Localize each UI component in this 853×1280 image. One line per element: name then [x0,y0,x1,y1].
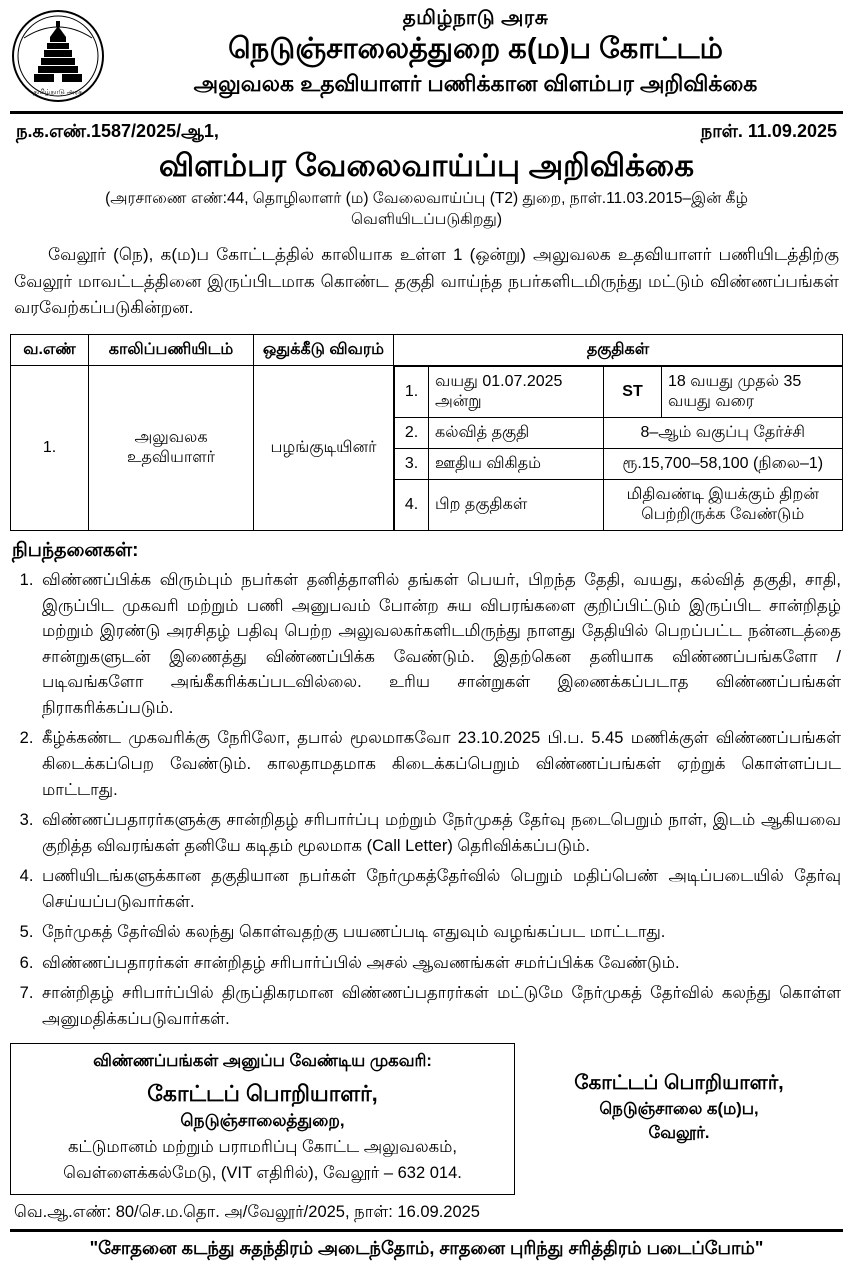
condition-item: 7. சான்றிதழ் சரிபார்ப்பில் திருப்திகரமான விண்ணப்பதாரர்கள் மட்டுமே நேர்முகத் தேர்வில் கலந்து கொள்ள அனுமதிக்கப்படுவார்கள். [38,981,841,1032]
qualifications-table [394,366,843,531]
page-title: விளம்பர வேலைவாய்ப்பு அறிவிக்கை [158,148,695,183]
address-department: நெடுஞ்சாலைத்துறை, [180,1111,345,1131]
footer-reference: வெ.ஆ.எண்: 80/செ.ம.தொ. அ/வேலூர்/2025, நாள்: 16.09.2025 [14,1202,480,1221]
department-line: நெடுஞ்சாலைத்துறை க(ம)ப கோட்டம் [228,33,723,65]
table-header-row [11,334,843,365]
qual-no-4: 4. [395,479,429,530]
qual-label-other: பிற தகுதிகள் [429,479,604,530]
address-signature-row [10,1043,843,1195]
file-number: ந.க.எண்.1587/2025/ஆ1, [16,121,219,141]
qualification-row-education [395,417,843,448]
address-heading: விண்ணப்பங்கள் அனுப்ப வேண்டிய முகவரி: [93,1051,432,1070]
signature-block [515,1043,843,1195]
signature-line-1: நெடுஞ்சாலை க(ம)ப, [599,1099,759,1118]
conditions-title: நிபந்தனைகள்: [12,540,139,562]
qualification-row-other [395,479,843,530]
qualification-row-pay [395,448,843,479]
date-label: நாள். [700,121,743,141]
emblem-block [10,6,106,104]
cell-sno: 1. [11,365,89,531]
address-line-2: வெள்ளைக்கல்மேடு, (VIT எதிரில்), வேலூர் – 632 014. [63,1163,462,1182]
qual-label-education: கல்வித் தகுதி [429,417,604,448]
column-header-reservation: ஒதுக்கீடு விவரம் [254,334,394,365]
qual-no-2: 2. [395,417,429,448]
footer-slogan: "சோதனை கடந்து சுதந்திரம் அடைந்தோம், சாதனை புரிந்து சரித்திரம் படைப்போம்" [89,1237,764,1258]
notice-subject-line: அலுவலக உதவியாளர் பணிக்கான விளம்பர அறிவிக்கை [193,70,758,96]
date-value: 11.09.2025 [747,121,837,141]
condition-item: 5. நேர்முகத் தேர்வில் கலந்து கொள்வதற்கு பயணப்படி எதுவும் வழங்கப்பட மாட்டாது. [38,920,841,946]
cell-post: அலுவலக உதவியாளர் [89,365,254,531]
qual-value-education: 8–ஆம் வகுப்பு தேர்ச்சி [604,417,843,448]
cell-reservation: பழங்குடியினர் [254,365,394,531]
condition-item: 3. விண்ணப்பதாரர்களுக்கு சான்றிதழ் சரிபார்ப்பு மற்றும் நேர்முகத் தேர்வு நடைபெறும் நாள், இடம் ஆகியவை குறித்த விவரங்கள் தனியே கடிதம் மூலமாக (Call Letter) தெரிவிக்கப்படும். [38,808,841,859]
cell-qualifications [394,365,843,531]
qual-label-age: வயது 01.07.2025 அன்று [429,366,604,417]
signature-designation: கோட்டப் பொறியாளர், [574,1071,784,1094]
column-header-sno: வ.எண் [11,334,89,365]
qual-no-1: 1. [395,366,429,417]
qual-label-pay: ஊதிய விகிதம் [429,448,604,479]
government-order-reference: (அரசாணை எண்:44, தொழிலாளர் (ம) வேலைவாய்ப்பு (T2) துறை, நாள்.11.03.2015–இன் கீழ் வெளியிடப்படுகிறது) [105,189,748,228]
condition-item: 2. கீழ்க்கண்ட முகவரிக்கு நேரிலோ, தபால் மூலமாகவோ 23.10.2025 பி.ப. 5.45 மணிக்குள் விண்ணப்பங்கள் கிடைக்கப்பெற வேண்டும். காலதாமதமாக கிடைக்கப்பெறும் விண்ணப்பங்கள் ஏற்றுக் கொள்ளப்பட மாட்டாது. [38,726,841,803]
column-header-qualifications: தகுதிகள் [394,334,843,365]
intro-paragraph: வேலூர் (நெ), க(ம)ப கோட்டத்தில் காலியாக உள்ள 1 (ஒன்று) அலுவலக உதவியாளர் பணியிடத்திற்கு வேலூர் மாவட்டத்தினை இருப்பிடமாக கொண்ட தகுதி வாய்ந்த நபர்களிடமிருந்து மட்டும் விண்ணப்பங்கள் வரவேற்கப்படுகின்றன. [14,245,839,318]
government-line: தமிழ்நாடு அரசு [402,7,549,29]
address-designation: கோட்டப் பொறியாளர், [147,1080,378,1106]
svg-text:தமிழ்நாடு அரசு: தமிழ்நாடு அரசு [33,89,83,96]
condition-item: 4. பணியிடங்களுக்கான தகுதியான நபர்கள் நேர்முகத்தேர்வில் பெறும் மதிப்பெண் அடிப்படையில் தேர்வு செய்யப்படுவார்கள். [38,864,841,915]
header-title-block [112,6,843,97]
column-header-post: காலிப்பணியிடம் [89,334,254,365]
qual-category-st: ST [604,366,662,417]
address-line-1: கட்டுமானம் மற்றும் பராமரிப்பு கோட்ட அலுவலகம், [67,1138,458,1157]
qual-value-other: மிதிவண்டி இயக்கும் திறன் பெற்றிருக்க வேண்டும் [604,479,843,530]
qualification-row-age [395,366,843,417]
qual-value-age: 18 வயது முதல் 35 வயது வரை [662,366,843,417]
address-box [10,1043,515,1195]
document-header [10,6,843,108]
tamil-nadu-government-emblem-icon [12,8,104,104]
condition-item: 1. விண்ணப்பிக்க விரும்பும் நபர்கள் தனித்தாளில் தங்கள் பெயர், பிறந்த தேதி, வயது, கல்வித் தகுதி, சாதி, இருப்பிட முகவரி மற்றும் பணி அனுபவம் போன்ற சுய விபரங்களை குறிப்பிட்டும் இருப்பிட சான்றிதழ் மற்றும் இரண்டு அரசிதழ் பதிவு பெற்ற அலுவலகர்களிடமிருந்து நாளது தேதியில் பெறப்பட்ட நன்னடத்தை சான்றுகளுடன் இணைத்து விண்ணப்பிக்க வேண்டும். இதற்கென தனியாக விண்ணப்பங்களோ / படிவங்களோ அங்கீகரிக்கப்படவில்லை. உரிய சான்றுகள் இணைக்கப்படாத விண்ணப்பங்கள் நிராகரிக்கப்படும். [38,568,841,721]
notice-date [701,121,837,144]
signature-line-2: வேலூர். [648,1123,710,1142]
qual-value-pay: ரூ.15,700–58,100 (நிலை–1) [604,448,843,479]
reference-row [10,114,843,146]
qual-no-3: 3. [395,448,429,479]
conditions-list [12,568,841,1033]
condition-item: 6. விண்ணப்பதாரர்கள் சான்றிதழ் சரிபார்ப்பில் அசல் ஆவணங்கள் சமர்ப்பிக்க வேண்டும். [38,951,841,977]
table-row [11,365,843,531]
vacancy-table [10,334,843,532]
